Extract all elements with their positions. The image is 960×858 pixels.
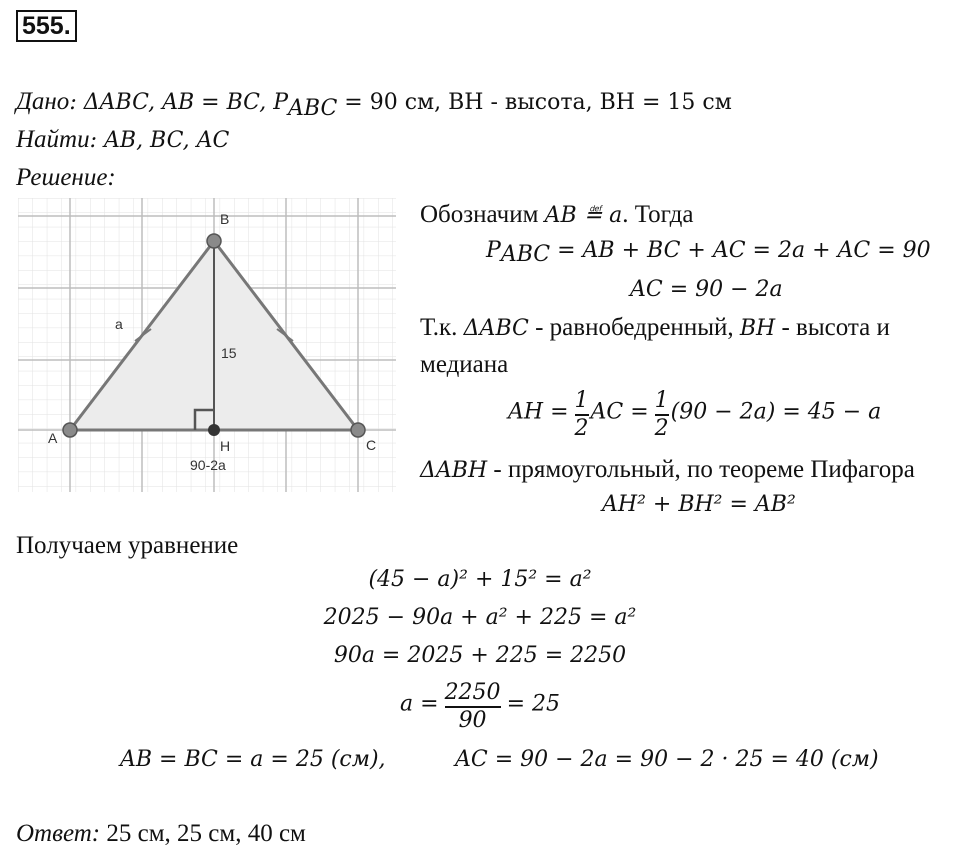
label-h-point: H [220, 438, 231, 454]
since-post2: - высота и [775, 314, 890, 341]
equation-3: 90a = 2025 + 225 = 2250 [333, 643, 627, 668]
result-right: AC = 90 − 2a = 90 − 2 · 25 = 40 (см) [455, 747, 879, 772]
equals-25: = 25 [506, 691, 560, 717]
right-line-3: AC = 90 − 2a [630, 277, 783, 302]
label-height: 15 [221, 345, 237, 361]
right-line-2 [486, 238, 931, 267]
equation-4 [0, 680, 960, 734]
ah-lhs: AH = [508, 399, 569, 425]
since-post: - равнобедренный, [528, 314, 740, 341]
label-b-vertex: B [220, 211, 230, 227]
point-a [63, 423, 77, 437]
answer-line [16, 820, 306, 848]
given-text2: = 90 см, BH - высота, BH = 15 см [337, 90, 732, 115]
frac-num-1: 1 [574, 388, 589, 413]
half-fraction-2 [655, 388, 669, 442]
answer-label: Ответ: [16, 820, 101, 847]
since-math: ΔABC [463, 316, 529, 341]
since-math2: BH [739, 316, 776, 341]
perimeter-p: P [486, 238, 501, 263]
right-line-8: AH² + BH² = AB² [602, 492, 796, 517]
frac-den-1: 2 [574, 416, 589, 441]
frac-num-2250: 2250 [444, 680, 501, 705]
equation-2: 2025 − 90a + a² + 225 = a² [323, 605, 637, 630]
frac-den-2: 2 [654, 416, 669, 441]
point-b [207, 234, 221, 248]
frac-num-2: 1 [654, 388, 669, 413]
abh-text: - прямоугольный, по теореме Пифагора [487, 456, 915, 483]
right-line-6 [508, 388, 881, 442]
perimeter-sub: ABC [500, 242, 551, 268]
find-label: Найти [16, 126, 90, 153]
right-line-1 [420, 201, 693, 229]
given-line [16, 88, 732, 121]
denote-post: . Тогда [622, 201, 694, 228]
point-c [351, 423, 365, 437]
perimeter-equation: = AB + BC + AC = 2a + AC = 90 [550, 238, 931, 263]
a-equals: a = [400, 691, 439, 717]
point-h [208, 424, 220, 436]
fraction-2250-90 [445, 680, 501, 734]
ah-rhs: (90 − 2a) = 45 − a [670, 399, 882, 425]
equation-label: Получаем уравнение [16, 532, 239, 559]
right-line-4 [420, 314, 890, 342]
abh-math: ΔABH [420, 458, 488, 483]
given-text: : ΔABC, AB = BC, P [69, 90, 288, 115]
half-fraction-1 [575, 388, 589, 442]
find-line [16, 126, 229, 154]
frac-den-90: 90 [445, 706, 501, 734]
denote-text: Обозначим [420, 201, 545, 228]
right-line-7 [420, 456, 915, 484]
right-line-5: медиана [420, 351, 509, 378]
solution-label: Решение: [16, 164, 116, 191]
label-side-a: a [115, 316, 123, 332]
answer-text: 25 см, 25 см, 40 см [100, 820, 306, 847]
problem-number: 555. [16, 10, 77, 42]
since-text: Т.к. [420, 314, 464, 341]
label-base: 90-2a [190, 457, 226, 473]
triangle-figure [18, 198, 396, 492]
label-c-vertex: C [366, 437, 377, 453]
find-text: : AB, BC, AC [89, 128, 230, 153]
ah-mid: AC = [590, 399, 649, 425]
equation-1: (45 − a)² + 15² = a² [368, 567, 592, 592]
given-sub: ABC [288, 96, 338, 121]
label-a-vertex: A [48, 430, 58, 446]
denote-math: AB ≝ a [544, 203, 623, 228]
result-left: AB = BC = a = 25 (см), [120, 747, 386, 772]
given-label: Дано [16, 88, 70, 115]
